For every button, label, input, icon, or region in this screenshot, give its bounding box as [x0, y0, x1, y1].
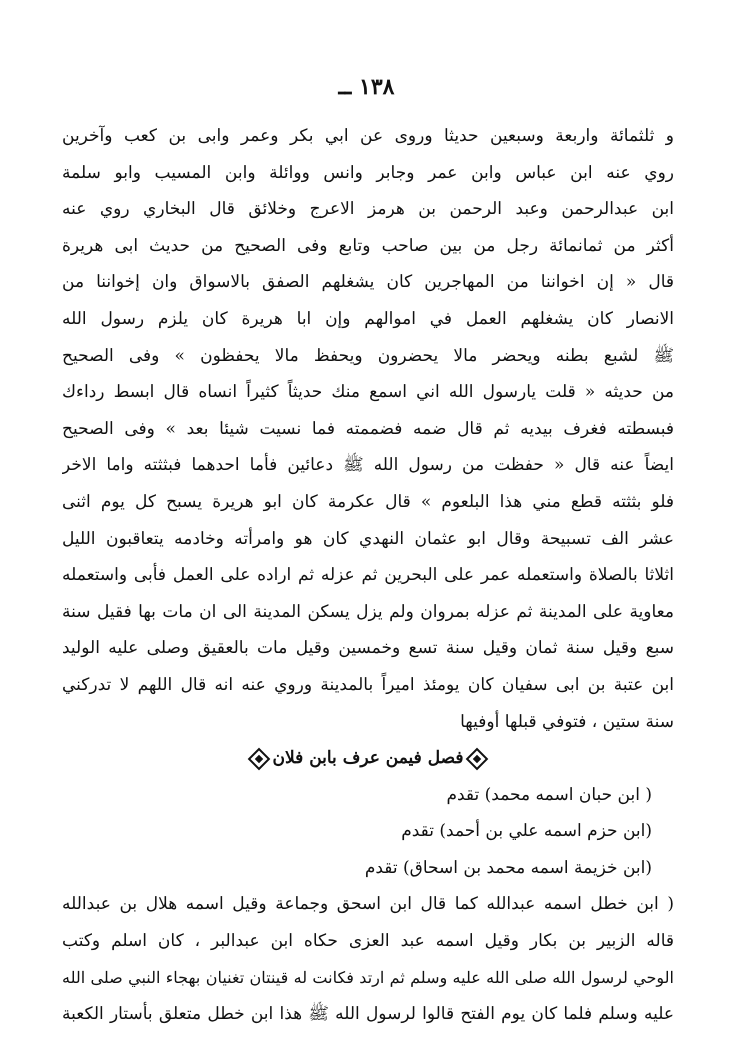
text-line: ابن عبدالرحمن وعبد الرحمن بن هرمز الاعرج وخلائق قال البخاري روي عنه	[62, 199, 674, 220]
text-line: عشر الف تسبيحة وقال ابو عثمان النهدي كان هو وامرأته وخادمه يتعاقبون الليل	[62, 528, 674, 549]
entry-line: (ابن حزم اسمه علي بن أحمد) تقدم	[401, 821, 652, 842]
text-line: قاله الزبير بن بكار وقيل اسمه عبد العزى حكاه ابن عبدالبر ، كان اسلم وكتب	[62, 931, 674, 952]
text-line: فلو بثثته قطع مني هذا البلعوم » قال عكرمة كان ابو هريرة يسبح كل يوم اثنى	[62, 491, 674, 512]
section-heading-text: فصل فيمن عرف بابن فلان	[272, 748, 464, 769]
ornament-icon	[247, 747, 270, 770]
entry-line: ( ابن حبان اسمه محمد) تقدم	[446, 784, 652, 805]
text-line: أكثر من ثمانمائة رجل من بين صاحب وتابع وفى الصحيح من حديث ابى هريرة	[62, 235, 674, 256]
text-line: سنة ستين ، فتوفي قبلها أوفيها	[460, 711, 674, 732]
text-line: و ثلثمائة واربعة وسبعين حديثا وروى عن ابي بكر وعمر وابى بن كعب وآخرين	[62, 126, 674, 146]
text-line: ابن عتبة بن ابى سفيان كان يومئذ اميراً بالمدينة وروي عنه انه قال اللهم لا تدركني	[62, 674, 674, 695]
text-line: قال « إن اخواننا من المهاجرين كان يشغلهم الصفق بالاسواق وان إخواننا من	[62, 272, 674, 293]
main-text	[62, 118, 674, 1033]
entry-line: (ابن خزيمة اسمه محمد بن اسحاق) تقدم	[364, 857, 652, 878]
text-line: سبع وقيل سنة ثمان وقيل سنة تسع وخمسين وقيل مات بالعقيق وصلى عليه الوليد	[62, 638, 674, 659]
ornament-icon	[466, 747, 489, 770]
text-line: ( ابن خطل اسمه عبدالله كما قال ابن اسحق وجماعة وقيل اسمه هلال بن عبدالله	[62, 894, 674, 915]
page-number: ١٣٨ ــ	[338, 74, 395, 100]
text-line: الوحي لرسول الله صلى الله عليه وسلم ثم ارتد فكانت له قينتان تغنيان بهجاء النبي صلى الله	[62, 967, 674, 987]
section-heading	[62, 740, 674, 777]
text-line: ﷺ لشبع بطنه ويحضر مالا يحضرون ويحفظ مالا يحفظون » وفى الصحيح	[62, 345, 674, 366]
text-line: ايضاً عنه قال « حفظت من رسول الله ﷺ دعائين فأما احدهما فبثثته واما الاخر	[62, 455, 674, 476]
text-line: روي عنه ابن عباس وابن عمر وجابر وانس ووائلة وابن المسيب وابو سلمة	[62, 162, 674, 183]
text-line: فبسطته فغرف بيديه ثم قال ضمه فضممته فما نسيت شيئا بعد » وفى الصحيح	[62, 418, 674, 439]
text-line: عليه وسلم فلما كان يوم الفتح قالوا لرسول الله ﷺ هذا ابن خطل متعلق بأستار الكعبة	[62, 1004, 674, 1025]
text-line: الانصار كان يشغلهم العمل في اموالهم وإن ابا هريرة كان يلزم رسول الله	[62, 308, 674, 329]
text-line: من حديثه « قلت يارسول الله اني اسمع منك حديثاً كثيراً انساه قال ابسط رداءك	[62, 382, 674, 403]
text-line: اثلاثا بالصلاة واستعمله عمر على البحرين ثم عزله ثم اراده على العمل فأبى واستعمله	[62, 565, 674, 586]
text-line: معاوية على المدينة ثم عزله بمروان ولم يزل يسكن المدينة الى ان مات بها فقيل سنة	[62, 601, 674, 622]
